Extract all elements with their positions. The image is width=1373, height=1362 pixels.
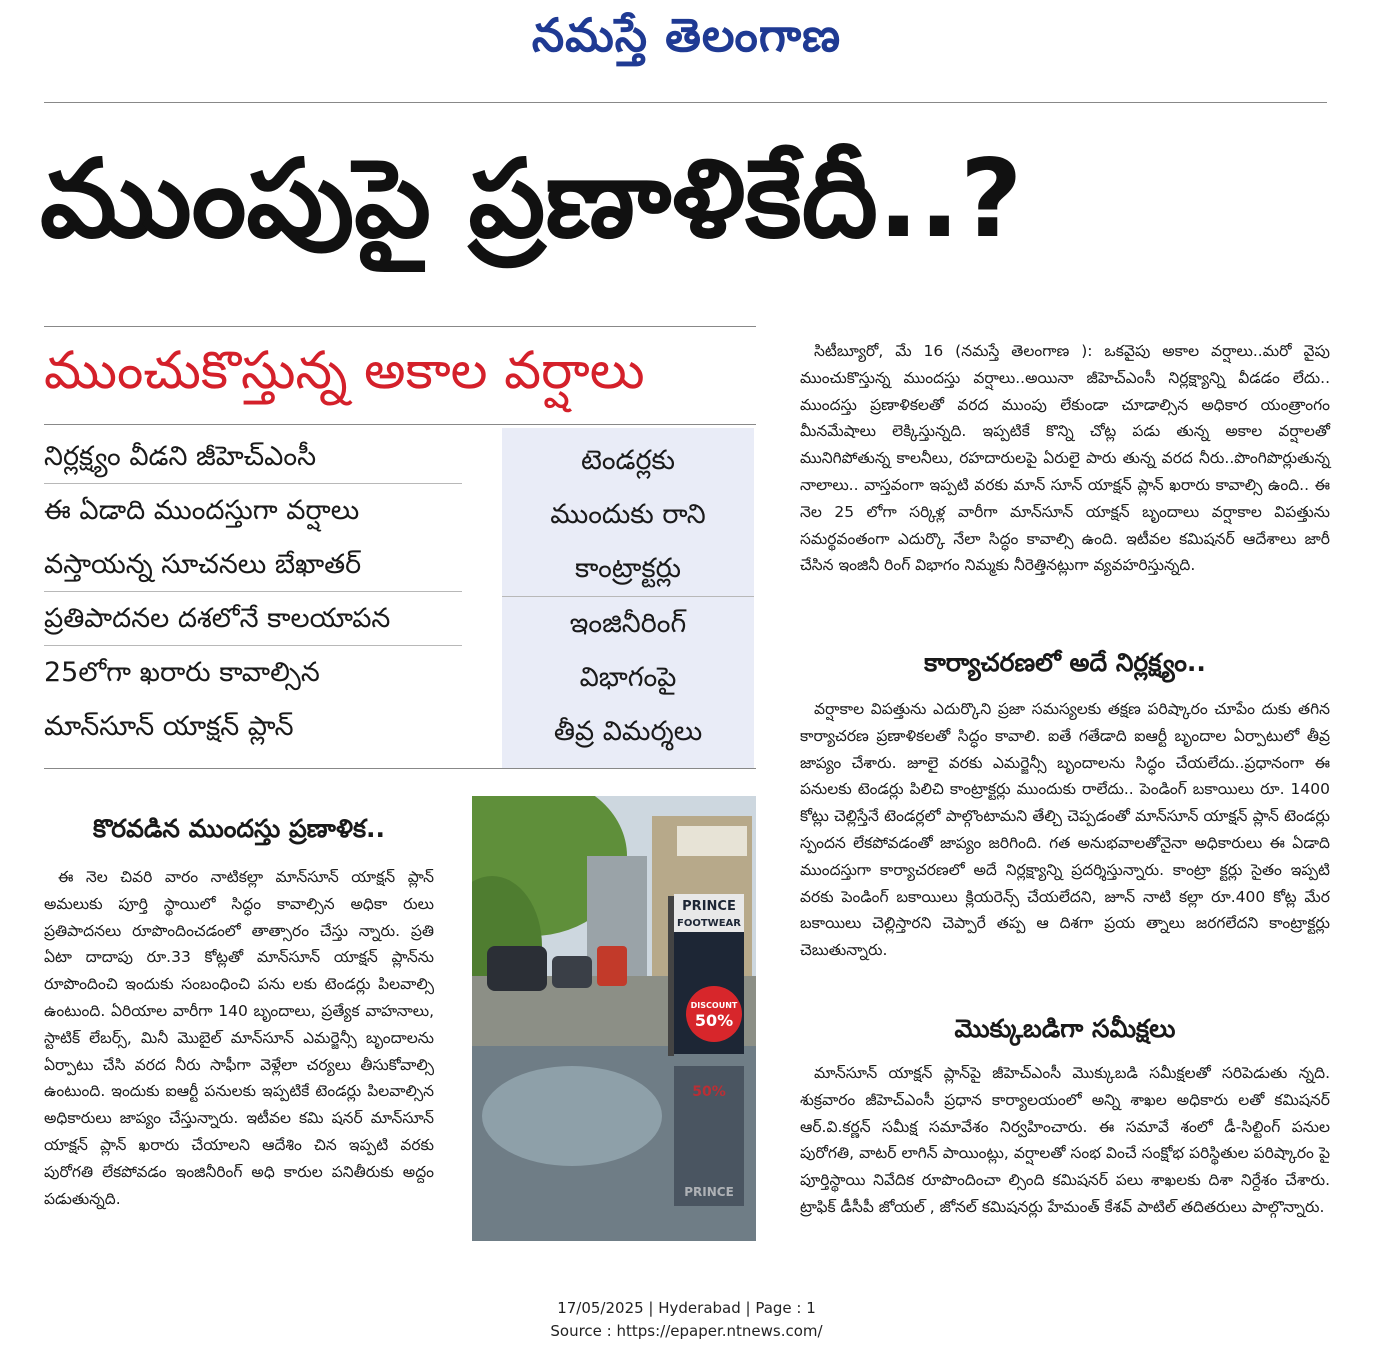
reflection-percent: 50% [692, 1084, 726, 1100]
news-photo [472, 796, 756, 1241]
sign-brand-sub: FOOTWEAR [677, 918, 741, 929]
rickshaw [597, 946, 627, 986]
section-left-text: ఈ నెల చివరి వారం నాటికల్లా మాన్‌సూన్ యాక్షన్ ప్లాన్ అమలుకు పూర్తి స్థాయిలో సిద్ధం కావాల్సిన అధికా రులు ప్రతిపాదనలు రూపొందించడంలో తాత్సారం చేస్తు న్నారు. ప్రతి ఏటా దాదాపు రూ.33 కోట్లతో మాన్‌సూన్ యాక్షన్ ప్లాన్‌ను రూపొందించి ఇందుకు సంబంధించి పను లకు టెండర్లు పిలవాల్సి ఉంటుంది. ఏరియాల వారీగా 140 బృందాలు, ప్రత్యేక వాహనాలు, స్టాటిక్ లేబర్స్, మినీ మొబైల్ మాన్‌సూన్ ఎమర్జెన్సీ బృందాలను ఏర్పాటు చేసి వరద నీరు సాఫీగా వెళ్లేలా చర్యలు తీసుకోవాల్సి ఉంటుంది. ఇందుకు ఐఆర్టీ పనులకు ఇప్పటికే టెండర్లు పిలవాల్సిన అధికారులు జాప్యం చేస్తున్నారు. ఇటీవల కమి షనర్ మాన్‌సూన్ యాక్షన్ ప్లాన్ ఖరారు చేయాలని ఆదేశిం చిన ఇప్పటి వరకు పురోగతి లేకపోవడం ఇంజినీరింగ్ అధి కారుల పనితీరుకు అద్దం పడుతున్నది. [44, 868, 434, 1208]
footer-date: 17/05/2025 | Hyderabad | Page : 1 [557, 1299, 816, 1317]
water-reflection [482, 1066, 662, 1166]
building-sign [677, 826, 747, 856]
kicker: ముంచుకొస్తున్న అకాల వర్షాలు [44, 341, 645, 401]
box-bottom-rule [44, 768, 756, 769]
section-mid-title: కార్యాచరణలో అదే నిర్లక్ష్యం.. [924, 648, 1206, 677]
street-flood-photo [472, 796, 756, 1241]
car [552, 956, 592, 988]
kicker-top-rule [44, 326, 756, 327]
discount-percent: 50% [694, 1011, 734, 1030]
masthead-rule [44, 102, 1327, 103]
sidebox-line: విభాగంపై [579, 662, 677, 693]
sidebox-line: ముందుకు రాని [550, 499, 706, 530]
highlights-list [44, 430, 462, 754]
sidebox [502, 428, 754, 768]
sidebox-line: కాంట్రాక్టర్లు [502, 542, 754, 597]
lead-paragraph: సిటీబ్యూరో, మే 16 (నమస్తే తెలంగాణ ): ఒకవైపు అకాల వర్షాలు..మరో వైపు ముంచుకొస్తున్న ముందస్తు వర్షాలు..అయినా జీహెచ్ఎంసీ నిర్లక్ష్యాన్ని వీడడం లేదు.. ముందస్తు ప్రణాళికలతో వరద ముంపు లేకుండా చూడాల్సిన అధికార యంత్రాంగం మీనమేషాలు లెక్కిస్తున్నది. ఇప్పటికే కొన్ని చోట్ల పడు తున్న అకాల వర్షాలతో మునిగిపోతున్న కాలనీలు, రహదారులపై ఏరులై పారు తున్న వరద నీరు..పొంగిపొర్లుతున్న నాలాలు.. వాస్తవంగా ఇప్పటి వరకు మాన్ సూన్ యాక్షన్ ప్లాన్ ఖరారు కావాల్సి ఉంది.. ఈ నెల 25 లోగా సర్కిళ్ల వారీగా మాన్‌సూన్ యాక్షన్ బృందాలు వర్షాకాల విపత్తును సమర్థవంతంగా ఎదుర్కొ నేలా సిద్ధం కావాల్సి ఉంది. ఇటీవల కమిషనర్ ఆదేశాలు జారీ చేసిన ఇంజినీ రింగ్ విభాగం నిమ్మకు నీరెత్తినట్లుగా వ్యవహరిస్తున్నది. [800, 342, 1330, 575]
headline: ముంపుపై ప్రణాళికేదీ..? [40, 137, 1023, 262]
sign-pole [668, 896, 674, 1056]
highlight-item: వస్తాయన్న సూచనలు బేఖాతర్ [44, 538, 462, 592]
reflection-brand: PRINCE [684, 1185, 734, 1199]
section-left-title: కొరవడిన ముందస్తు ప్రణాళిక.. [92, 814, 386, 843]
highlight-item: నిర్లక్ష్యం వీడని జీహెచ్ఎంసీ [44, 430, 462, 484]
sign-brand: PRINCE [682, 899, 736, 914]
highlight-item: 25లోగా ఖరారు కావాల్సిన [44, 657, 320, 688]
sidebox-line: టెండర్లకు [581, 445, 675, 476]
car [487, 946, 547, 991]
highlight-item: ఈ ఏడాది ముందస్తుగా వర్షాలు [44, 495, 360, 526]
footer-source: Source : https://epaper.ntnews.com/ [550, 1322, 823, 1340]
section-right-title: మొక్కుబడిగా సమీక్షలు [954, 1014, 1176, 1043]
highlight-item: ప్రతిపాదనల దశలోనే కాలయాపన [44, 592, 462, 646]
sidebox-line: ఇంజినీరింగ్ [569, 608, 687, 639]
section-right-text: మాన్‌సూన్ యాక్షన్ ప్లాన్‌పై జీహెచ్ఎంసీ మొక్కుబడి సమీక్షలతో సరిపెడుతు న్నది. శుక్రవారం జీహెచ్ఎంసీ ప్రధాన కార్యాలయంలో అన్ని శాఖల అధికారు లతో కమిషనర్ ఆర్.వి.కర్ణన్ సమీక్ష సమావేశం నిర్వహించారు. ఈ సమావే శంలో డీ-సిల్టింగ్ పనుల పురోగతి, వాటర్ లాగిన్ పాయింట్లు, వర్షాలతో సంభ వించే సంక్షోభ పరిస్థితుల పరిష్కారం పై పూర్తిస్థాయి నివేదిక రూపొందించా ల్సింది కమిషనర్ పలు శాఖలకు దిశా నిర్దేశం చేశారు. ట్రాఫిక్ డీసీపీ జోయల్ , జోనల్ కమిషనర్లు హేమంత్ కేశవ్ పాటిల్ తదితరులు పాల్గొన్నారు. [800, 1064, 1330, 1216]
highlight-item: మాన్‌సూన్ యాక్షన్ ప్లాన్ [44, 711, 294, 742]
kicker-bottom-rule [44, 424, 756, 425]
discount-word: DISCOUNT [690, 1001, 738, 1010]
section-mid-text: వర్షాకాల విపత్తును ఎదుర్కొని ప్రజా సమస్యలకు తక్షణ పరిష్కారం చూపేం దుకు తగిన కార్యాచరణ ప్రణాళికలతో సిద్ధం కావాలి. ఐతే గతేడాది ఐఆర్టీ బృందాల ఏర్పాటులో తీవ్ర జాప్యం చేశారు. జూలై వరకు ఎమర్జెన్సీ బృందాలను సిద్ధం చేయలేదు..ప్రధానంగా ఈ పనులకు టెండర్లు పిలిచి కాంట్రాక్టర్లు ముందుకు రాలేదు.. పెండింగ్ బకాయిలు రూ. 1400 కోట్లు చెల్లిస్తేనే టెండర్లలో పాల్గొంటామని తేల్చి చెప్పడంతో మాన్‌సూన్ యాక్షన్ ప్లాన్ టెండర్లు స్పందన లేకపోవడంతో జాప్యం జరిగింది. గత అనుభవాలతోనైనా అధికారులు ఈ ఏడాది ముందస్తుగా కార్యాచరణలో అదే నిర్లక్ష్యాన్ని ప్రదర్శిస్తున్నారు. కాంట్రా క్టర్లు సైతం ఇప్పటి వరకు పెండింగ్ బకాయిలు క్లియరెన్స్ చేయలేదని, జూన్ నాటి కల్లా రూ.400 కోట్ల మేర బకాయిలు చెల్లిస్తారని చెప్పారే తప్ప ఆ దిశగా ప్రయ త్నాలు జరగలేదని కాంట్రాక్టర్లు చెబుతున్నారు. [800, 700, 1330, 960]
masthead: నమస్తే తెలంగాణ [531, 8, 842, 62]
sidebox-line: తీవ్ర విమర్శలు [553, 716, 703, 747]
